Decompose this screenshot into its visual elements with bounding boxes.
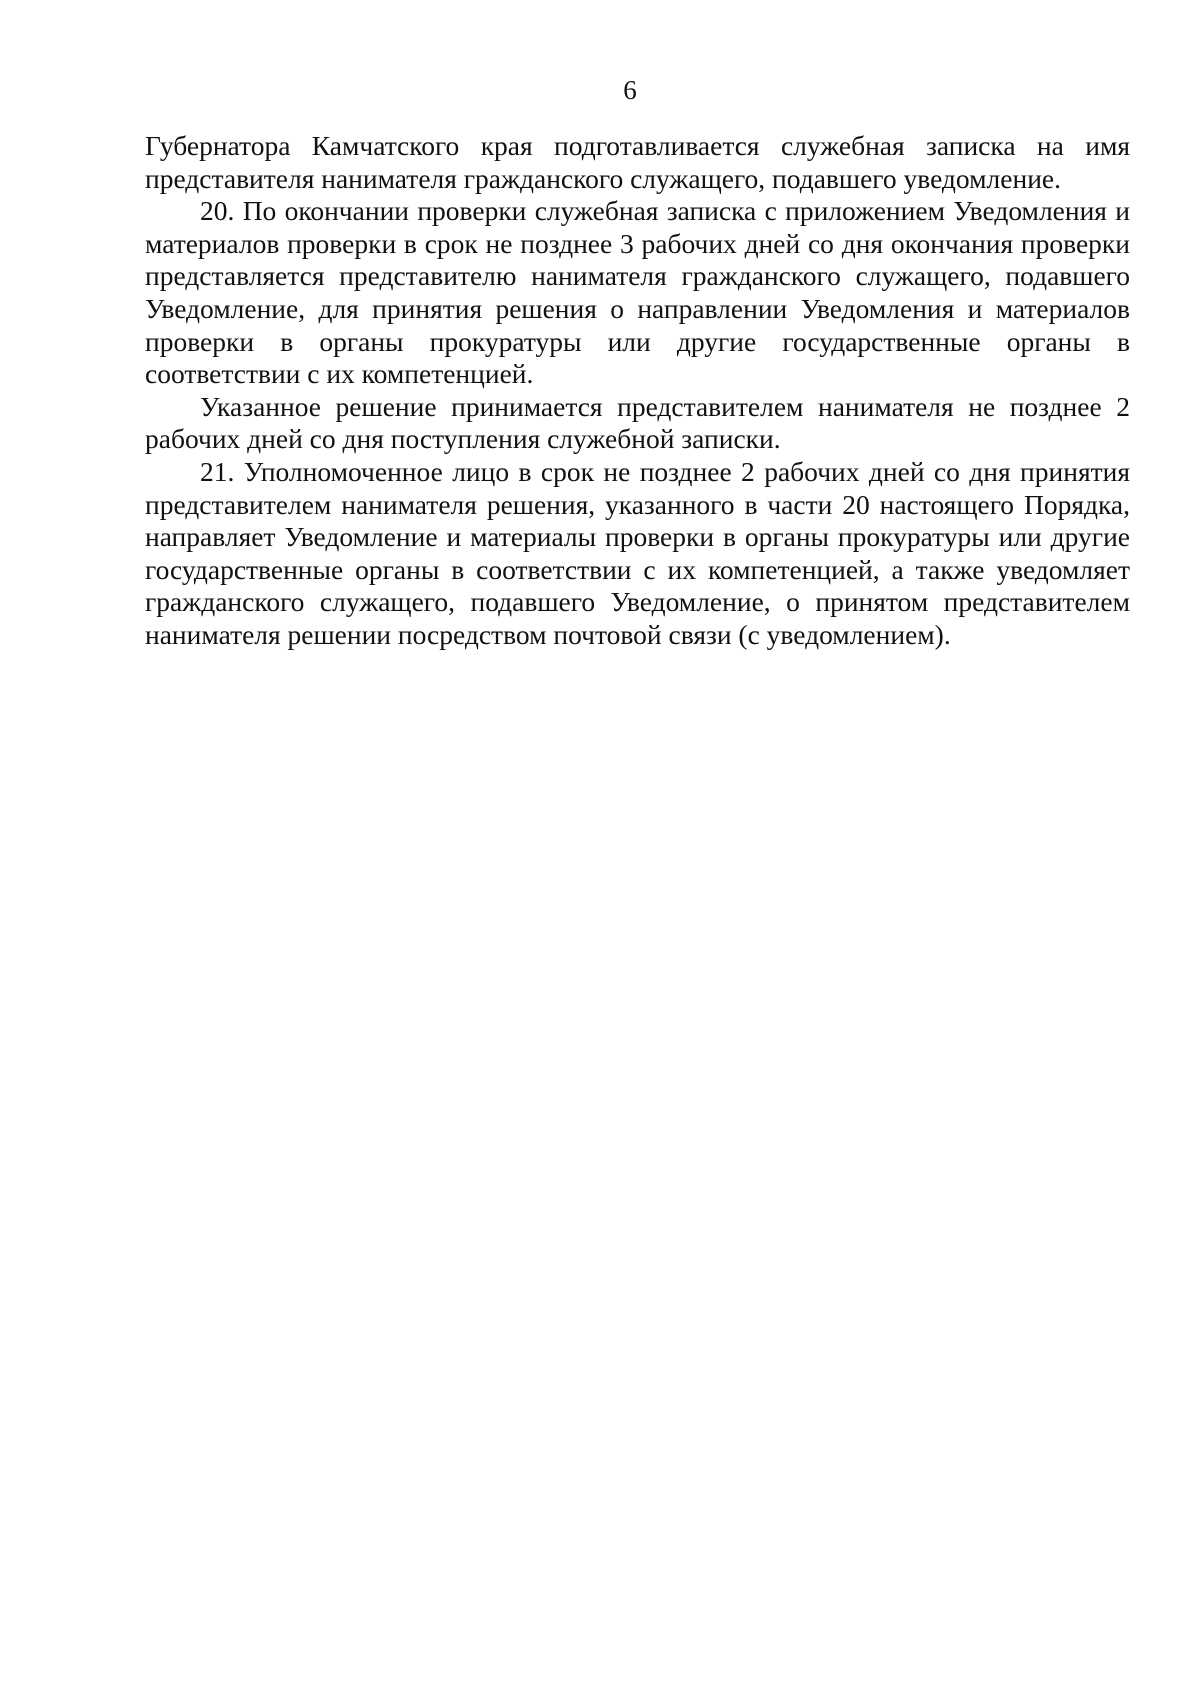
paragraph-item-20: 20. По окончании проверки служебная записка с приложением Уведомления и материалов проверки в срок не позднее 3 рабочих дней со дня окончания проверки представляется представителю нанимателя гражданского служащего, подавшего Уведомление, для принятия решения о направлении Уведомления и материалов проверки в органы прокуратуры или другие государственные органы в соответствии с их компетенцией. (145, 195, 1130, 390)
paragraph-continuation: Губернатора Камчатского края подготавливается служебная записка на имя представителя нанимателя гражданского служащего, подавшего уведомление. (145, 130, 1130, 194)
page-number: 6 (623, 75, 637, 105)
paragraph-decision-deadline: Указанное решение принимается представителем нанимателя не позднее 2 рабочих дней со дня поступления служебной записки. (145, 390, 1130, 455)
document-body (145, 130, 1130, 652)
paragraph-item-21: 21. Уполномоченное лицо в срок не позднее 2 рабочих дней со дня принятия представителем нанимателя решения, указанного в части 20 настоящего Порядка, направляет Уведомление и материалы проверки в органы прокуратуры или другие государственные органы в соответствии с их компетенцией, а также уведомляет гражданского служащего, подавшего Уведомление, о принятом представителем нанимателя решении посредством почтовой связи (с уведомлением). (145, 455, 1130, 650)
